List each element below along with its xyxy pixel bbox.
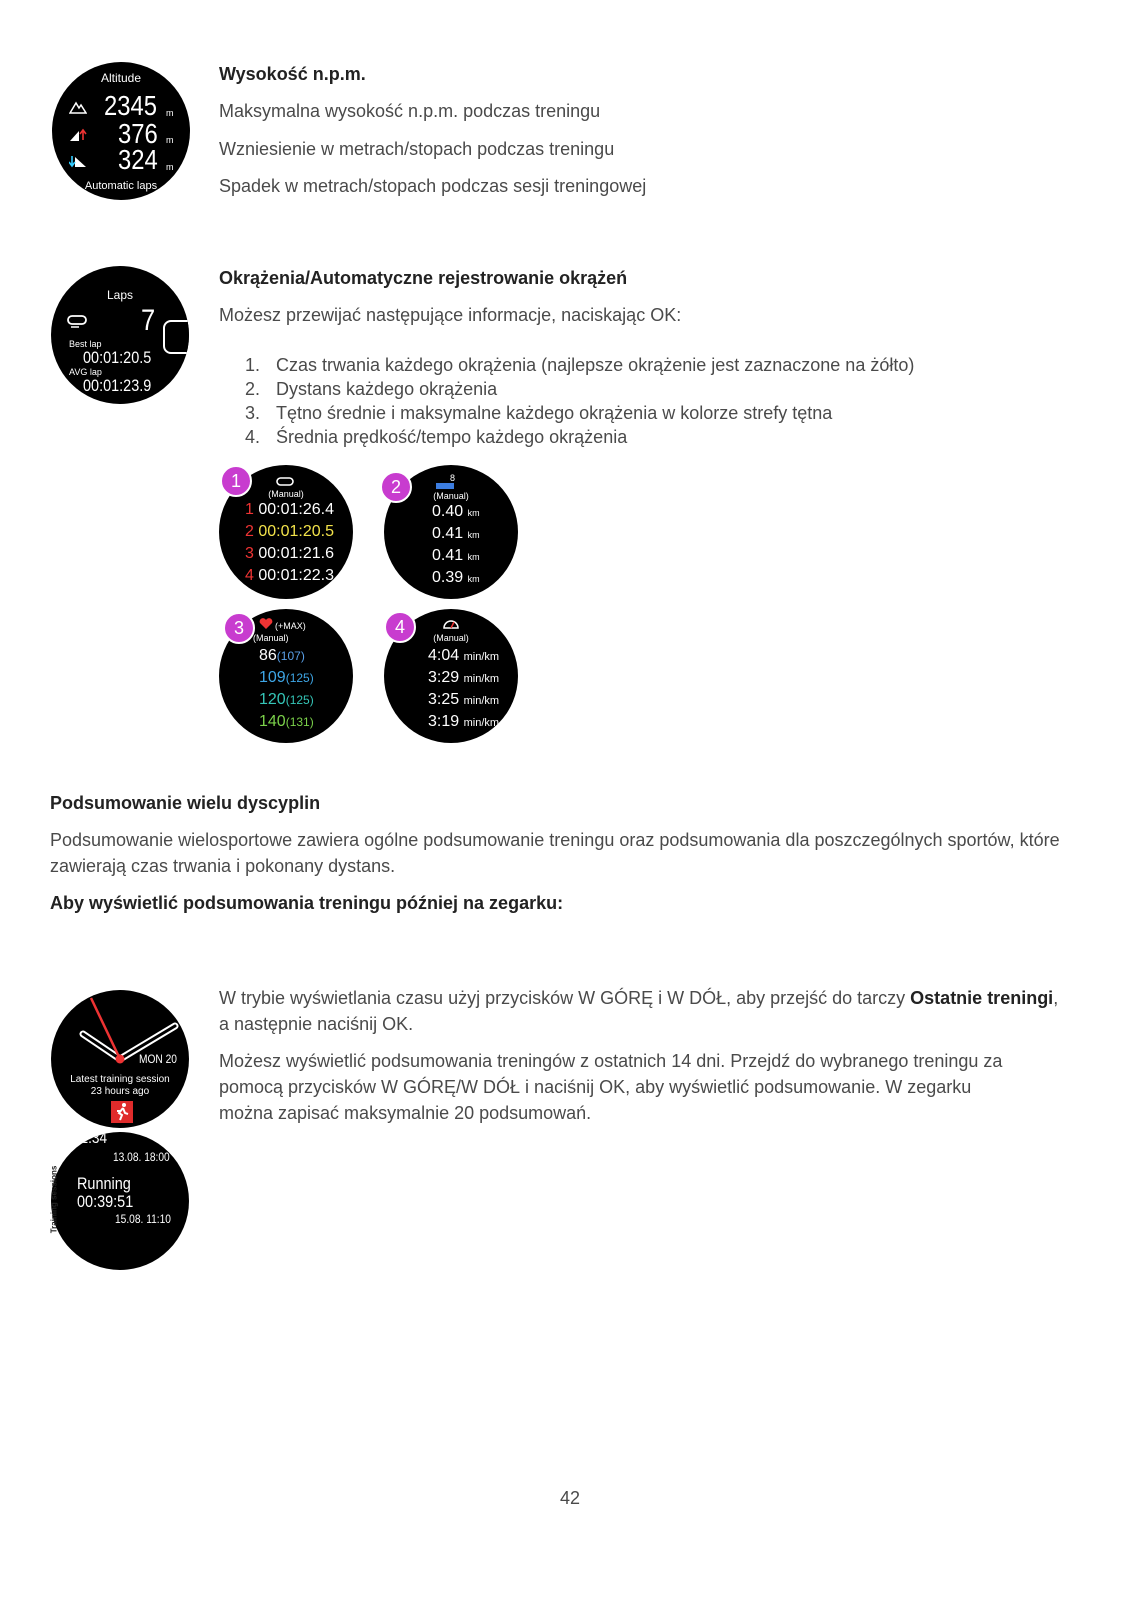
best-lap-time: 00:01:20.5	[83, 348, 152, 367]
session-sport: Running	[77, 1174, 131, 1193]
list-item: 1. Czas trwania każdego okrążenia (najlepsze okrążenie jest zaznaczone na żółto)	[244, 355, 915, 375]
best-lap-label: Best lap	[69, 339, 102, 349]
max-altitude-value: 2345	[104, 90, 157, 121]
altitude-watch-image	[52, 62, 190, 200]
runner-icon	[111, 1101, 133, 1123]
table-row: 3:19 min/km	[428, 713, 500, 730]
later-paragraph-1: W trybie wyświetlania czasu użyj przycisków W GÓRĘ i W DÓŁ, aby przejść do tarczy Ostatnie treningi, a następnie naciśnij OK.	[219, 988, 1059, 1034]
avg-lap-time: 00:01:23.9	[83, 376, 152, 395]
badge-1: 1	[220, 465, 252, 497]
badge-3: 3	[223, 612, 255, 644]
session-date: 15.08. 11:10	[115, 1212, 171, 1226]
training-sessions-side-label: Training sessions	[49, 1165, 59, 1234]
table-row: 3:29 min/km	[428, 669, 500, 686]
later-paragraph-2: Możesz wyświetlić podsumowania treningów z ostatnich 14 dni. Przejdź do wybranego treningu za pomocą przycisków W GÓRĘ/W DÓŁ i naciśnij OK, aby wyświetlić podsumowanie. W zegarku można zapisać maksymalnie 20 podsumowań.	[219, 1051, 1003, 1123]
scroll-indicator-icon	[163, 320, 189, 354]
prev-session-time: 52:34	[73, 1132, 108, 1147]
list-item: 3. Tętno średnie i maksymalne każdego okrążenia w kolorze strefy tętna	[244, 403, 833, 423]
laps-heading	[219, 265, 627, 291]
table-row: 1 00:01:26.4	[245, 501, 334, 518]
table-row: 0.41 km	[432, 525, 480, 542]
table-row: 0.39 km	[432, 569, 480, 586]
heart-icon	[259, 618, 273, 630]
altitude-line-2: Wzniesienie w metrach/stopach podczas treningu	[219, 139, 615, 159]
lap-number-top: 8	[450, 473, 456, 483]
altitude-line-1: Maksymalna wysokość n.p.m. podczas treningu	[219, 101, 601, 121]
page-number: 42	[559, 1488, 581, 1508]
manual-label: (Manual)	[253, 633, 289, 643]
table-row: 0.41 km	[432, 547, 480, 564]
table-row: 86(107)	[259, 647, 305, 664]
multisport-subheading: Aby wyświetlić podsumowania treningu później na zegarku:	[50, 893, 564, 913]
multisport-paragraph: Podsumowanie wielosportowe zawiera ogólne podsumowanie treningu oraz podsumowania dla poszczególnych sportów, które zawierają czas trwania i pokonany dystans.	[50, 830, 1060, 876]
table-row: 3:25 min/km	[428, 691, 500, 708]
ascent-value: 376	[118, 118, 158, 149]
mountain-icon	[69, 100, 87, 114]
speedometer-icon	[442, 617, 460, 629]
table-row: 140(131)	[259, 713, 314, 730]
table-row: 120(125)	[259, 691, 314, 708]
watch-date: MON 20	[139, 1052, 177, 1066]
laps-heading-b: Automatyczne rejestrowanie okrążeń	[310, 268, 628, 288]
avg-lap-label: AVG lap	[69, 367, 102, 377]
max-label: (+MAX)	[275, 621, 306, 631]
table-row: 4:04 min/km	[428, 647, 500, 664]
altitude-line-3: Spadek w metrach/stopach podczas sesji treningowej	[219, 176, 647, 196]
latest-session-label: Latest training session	[70, 1074, 170, 1085]
laps-list	[224, 353, 914, 449]
laps-watch-image	[51, 266, 189, 404]
list-item: 2. Dystans każdego okrążenia	[244, 379, 498, 399]
lap-icon	[275, 477, 295, 489]
running-icon	[111, 1101, 133, 1123]
session-duration: 00:39:51	[77, 1192, 134, 1211]
lap-icon	[67, 315, 87, 329]
manual-label: (Manual)	[433, 491, 469, 501]
lap-count: 7	[141, 304, 156, 337]
prev-session-date: 13.08. 18:00	[113, 1150, 170, 1164]
table-row: 2 00:01:20.5	[245, 523, 334, 540]
unit-m: m	[166, 108, 174, 118]
ascent-icon	[69, 128, 87, 142]
descent-icon	[69, 154, 87, 168]
laps-intro: Możesz przewijać następujące informacje, naciskając OK:	[219, 305, 682, 325]
table-row: 4 00:01:22.3	[245, 567, 334, 584]
training-sessions-screen	[51, 1132, 189, 1270]
table-row: 0.40 km	[432, 503, 480, 520]
laps-title: Laps	[106, 288, 134, 302]
manual-label: (Manual)	[433, 633, 469, 643]
list-item: 4. Średnia prędkość/tempo każdego okrążenia	[244, 427, 628, 447]
table-row: 109(125)	[259, 669, 314, 686]
manual-label: (Manual)	[268, 489, 304, 499]
altitude-heading: Wysokość n.p.m.	[219, 64, 366, 84]
session-age-label: 23 hours ago	[90, 1086, 150, 1097]
descent-value: 324	[118, 144, 158, 175]
distance-icon	[436, 483, 454, 489]
badge-4: 4	[384, 611, 416, 643]
laps-heading-a: Okrążenia/	[219, 268, 311, 288]
altitude-title: Altitude	[100, 71, 142, 85]
multisport-heading: Podsumowanie wielu dyscyplin	[50, 793, 321, 813]
table-row: 3 00:01:21.6	[245, 545, 334, 562]
unit-m: m	[166, 162, 174, 172]
unit-m: m	[166, 135, 174, 145]
altitude-footer: Automatic laps	[84, 180, 158, 192]
badge-2: 2	[380, 471, 412, 503]
